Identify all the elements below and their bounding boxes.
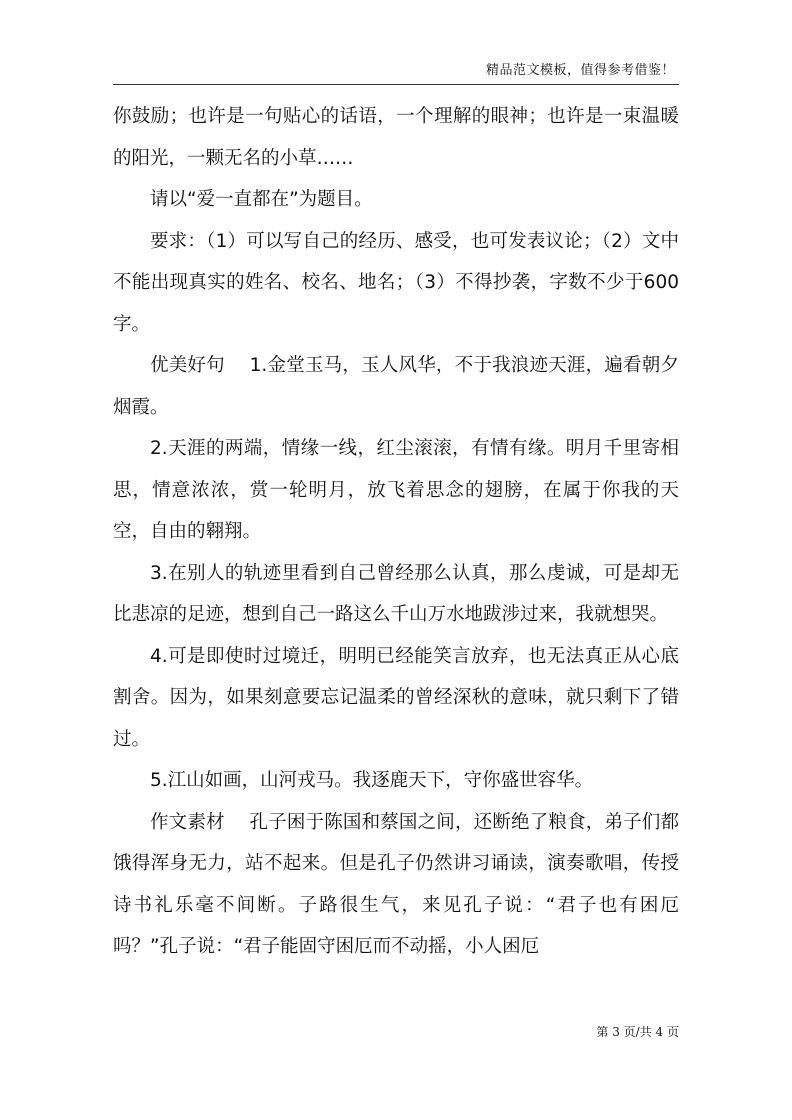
paragraph: 要求：（1）可以写自己的经历、感受，也可发表议论；（2）文中不能出现真实的姓名、校名、地名；（3）不得抄袭，字数不少于600字。 — [113, 230, 679, 335]
page-number: 第 3 页/共 4 页 — [596, 1025, 679, 1039]
document-body — [113, 96, 679, 968]
paragraph: 2.天涯的两端，情缘一线，红尘滚滚，有情有缘。明月千里寄相思，情意浓浓，赏一轮明月，放飞着思念的翅膀，在属于你我的天空，自由的翱翔。 — [113, 438, 679, 542]
header-text: 精品范文模板，值得参考借鉴！ — [485, 63, 675, 78]
paragraph: 作文素材 孔子困于陈国和蔡国之间，还断绝了粮食，弟子们都饿得浑身无力，站不起来。但是孔子仍然讲习诵读，演奏歌唱，传授诗书礼乐毫不间断。子路很生气，来见孔子说：“君子也有困厄吗？”孔子说：“君子能固守困厄而不动摇，小人困厄 — [113, 811, 679, 957]
page-header — [113, 62, 679, 85]
paragraph: 4.可是即使时过境迁，明明已经能笑言放弃，也无法真正从心底割舍。因为，如果刻意要忘记温柔的曾经深秋的意味，就只剩下了错过。 — [113, 645, 679, 750]
paragraph: 优美好句 1.金堂玉马，玉人风华，不于我浪迹天涯，遍看朝夕烟霞。 — [113, 355, 679, 418]
paragraph: 3.在别人的轨迹里看到自己曾经那么认真，那么虔诚，可是却无比悲凉的足迹，想到自己一路这么千山万水地跋涉过来，我就想哭。 — [113, 562, 679, 625]
paragraph: 5.江山如画，山河戎马。我逐鹿天下，守你盛世容华。 — [150, 770, 594, 791]
paragraph: 请以“爱一直都在”为题目。 — [150, 189, 373, 210]
paragraph: 你鼓励；也许是一句贴心的话语，一个理解的眼神；也许是一束温暖的阳光，一颗无名的小草…… — [113, 106, 679, 169]
